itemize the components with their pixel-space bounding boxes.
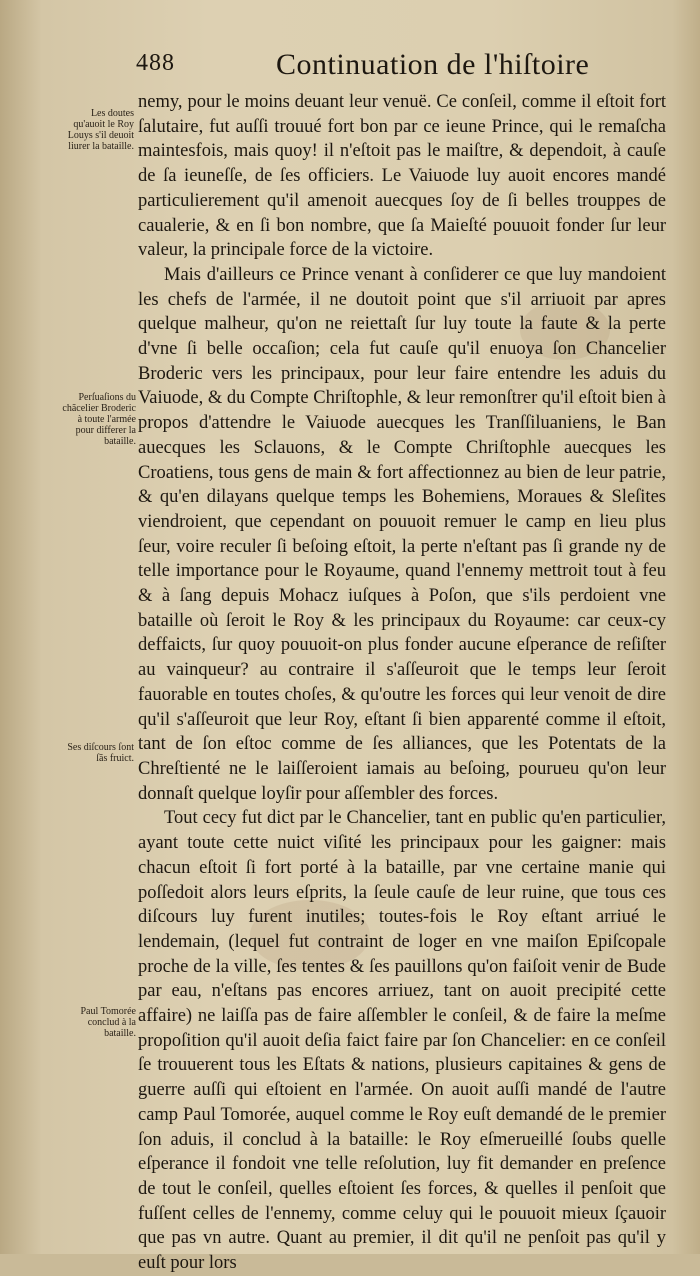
running-title: Continuation de l'hiſtoire [276,48,590,81]
margin-note: Paul Tomorée conclud à la bataille. [80,1006,136,1039]
margin-note: Perſuaſions du chãcelier Broderic à toute l'armée pour differer la bataille. [62,392,136,447]
page-number: 488 [136,50,175,76]
margin-note: Ses diſcours ſont ſãs fruict. [67,742,134,764]
paragraph: nemy, pour le moins deuant leur venuë. Ce conſeil, comme il eſtoit fort ſalutaire, fut auſſi trouué fort bon par ce ieune Prince, qui le remaſcha maintesfois, mais quoy! il n'eſtoit pas le maiſtre, & dependoit, à cauſe de ſa ieuneſſe, de ſes officiers. Le Vaiuode luy auoit encores mandé particulierement qu'il amenoit auecques ſoy de ſi belles trouppes de caualerie, & en ſi bon nombre, que ſa Maieſté pouuoit fonder ſur leur valeur, la principale force de la victoire. [138,92,666,261]
body-text [138,90,666,1276]
paragraph: Mais d'ailleurs ce Prince venant à conſiderer ce que luy mandoient les chefs de l'armée, il ne doutoit point que s'il arriuoit par apres quelque malheur, qu'on ne reiettaſt ſur luy toute la faute & la perte d'vne ſi belle occaſion; cela fut cauſe qu'il enuoya ſon Chancelier Broderic vers les principaux, pour leur faire entendre les aduis du Vaiuode, & du Compte Chriſtophle, & leur remonſtrer qu'il eſtoit bien à propos d'attendre le Vaiuode auecques les Tranſſiluaniens, le Ban auecques les Sclauons, & le Compte Chriſtophle auecques les Croatiens, tous gens de main & fort affectionnez au bien de leur patrie, & qu'en dilayans quelque temps les Bohemiens, Moraues & Sleſites viendroient, que cependant on pouuoit remuer le camp en lieu plus ſeur, voire reculer ſi beſoing eſtoit, la perte n'eſtant pas ſi grande ny de telle importance pour le Royaume, quand l'ennemy mettroit tout à feu & à ſang depuis Mohacz iuſques à Poſon, que s'ils perdoient vne bataille où ſeroit le Roy & les principaux du Royaume: car ceux-cy deffaicts, ſur quoy pouuoit-on plus fonder aucune eſperance de reſiſter au vainqueur? au contraire il s'aſſeuroit que le temps leur ſeroit fauorable en toutes choſes, & qu'outre les forces qui leur venoit de dire qu'il s'aſſeuroit que leur Roy, eſtant ſi bien apparenté comme il eſtoit, tant de ſon eſtoc comme de ſes alliances, que les Potentats de la Chreſtienté ne le laiſſeroient iamais au beſoing, pourueu qu'on leur donnaſt quelque loyſir pour aſſembler des forces. [138,264,666,804]
margin-note: Les doutes qu'auoit le Roy Louys s'il deuoit liurer la bataille. [67,108,134,152]
paragraph: Tout cecy fut dict par le Chancelier, tant en public qu'en particulier, ayant toute cette nuict viſité les principaux pour les gaigner: mais chacun eſtoit ſi fort porté à la bataille, par vne certaine manie qui poſſedoit alors leurs eſprits, la ſeule cauſe de leur ruine, que tous ces diſcours luy furent inutiles; toutes-fois le Roy eſtant arriué le lendemain, (lequel fut contraint de loger en vne maiſon Epiſcopale proche de la ville, ſes tentes & ſes pauillons qu'on faiſoit venir de Bude par eau, n'eſtans pas encores arriuez, tant on auoit precipité cette affaire) ne laiſſa pas de faire aſſembler le conſeil, & de faire la meſme propoſition qu'il auoit deſia faict faire par ſon Chancelier: en ce conſeil ſe trouuerent tous les Eſtats & nations, plusieurs capitaines & gens de guerre auſſi qui eſtoient en l'armée. On auoit auſſi mandé de l'autre camp Paul Tomorée, auquel comme le Roy euſt demandé de le premier ſon aduis, il conclud à la bataille: le Roy eſmerueillé ſoubs quelle eſperance il fondoit vne telle reſolution, luy fit demander en preſence de tout le conſeil, quelles eſtoient ſes forces, & quelles il penſoit que fuſſent celles de l'ennemy, comme celuy qui le pouuoit mieux ſçauoir que pas vn autre. Quant au premier, il dit qu'il ne penſoit pas qu'il y euſt pour lors [138,808,666,1274]
margin-notes [0,0,140,1254]
